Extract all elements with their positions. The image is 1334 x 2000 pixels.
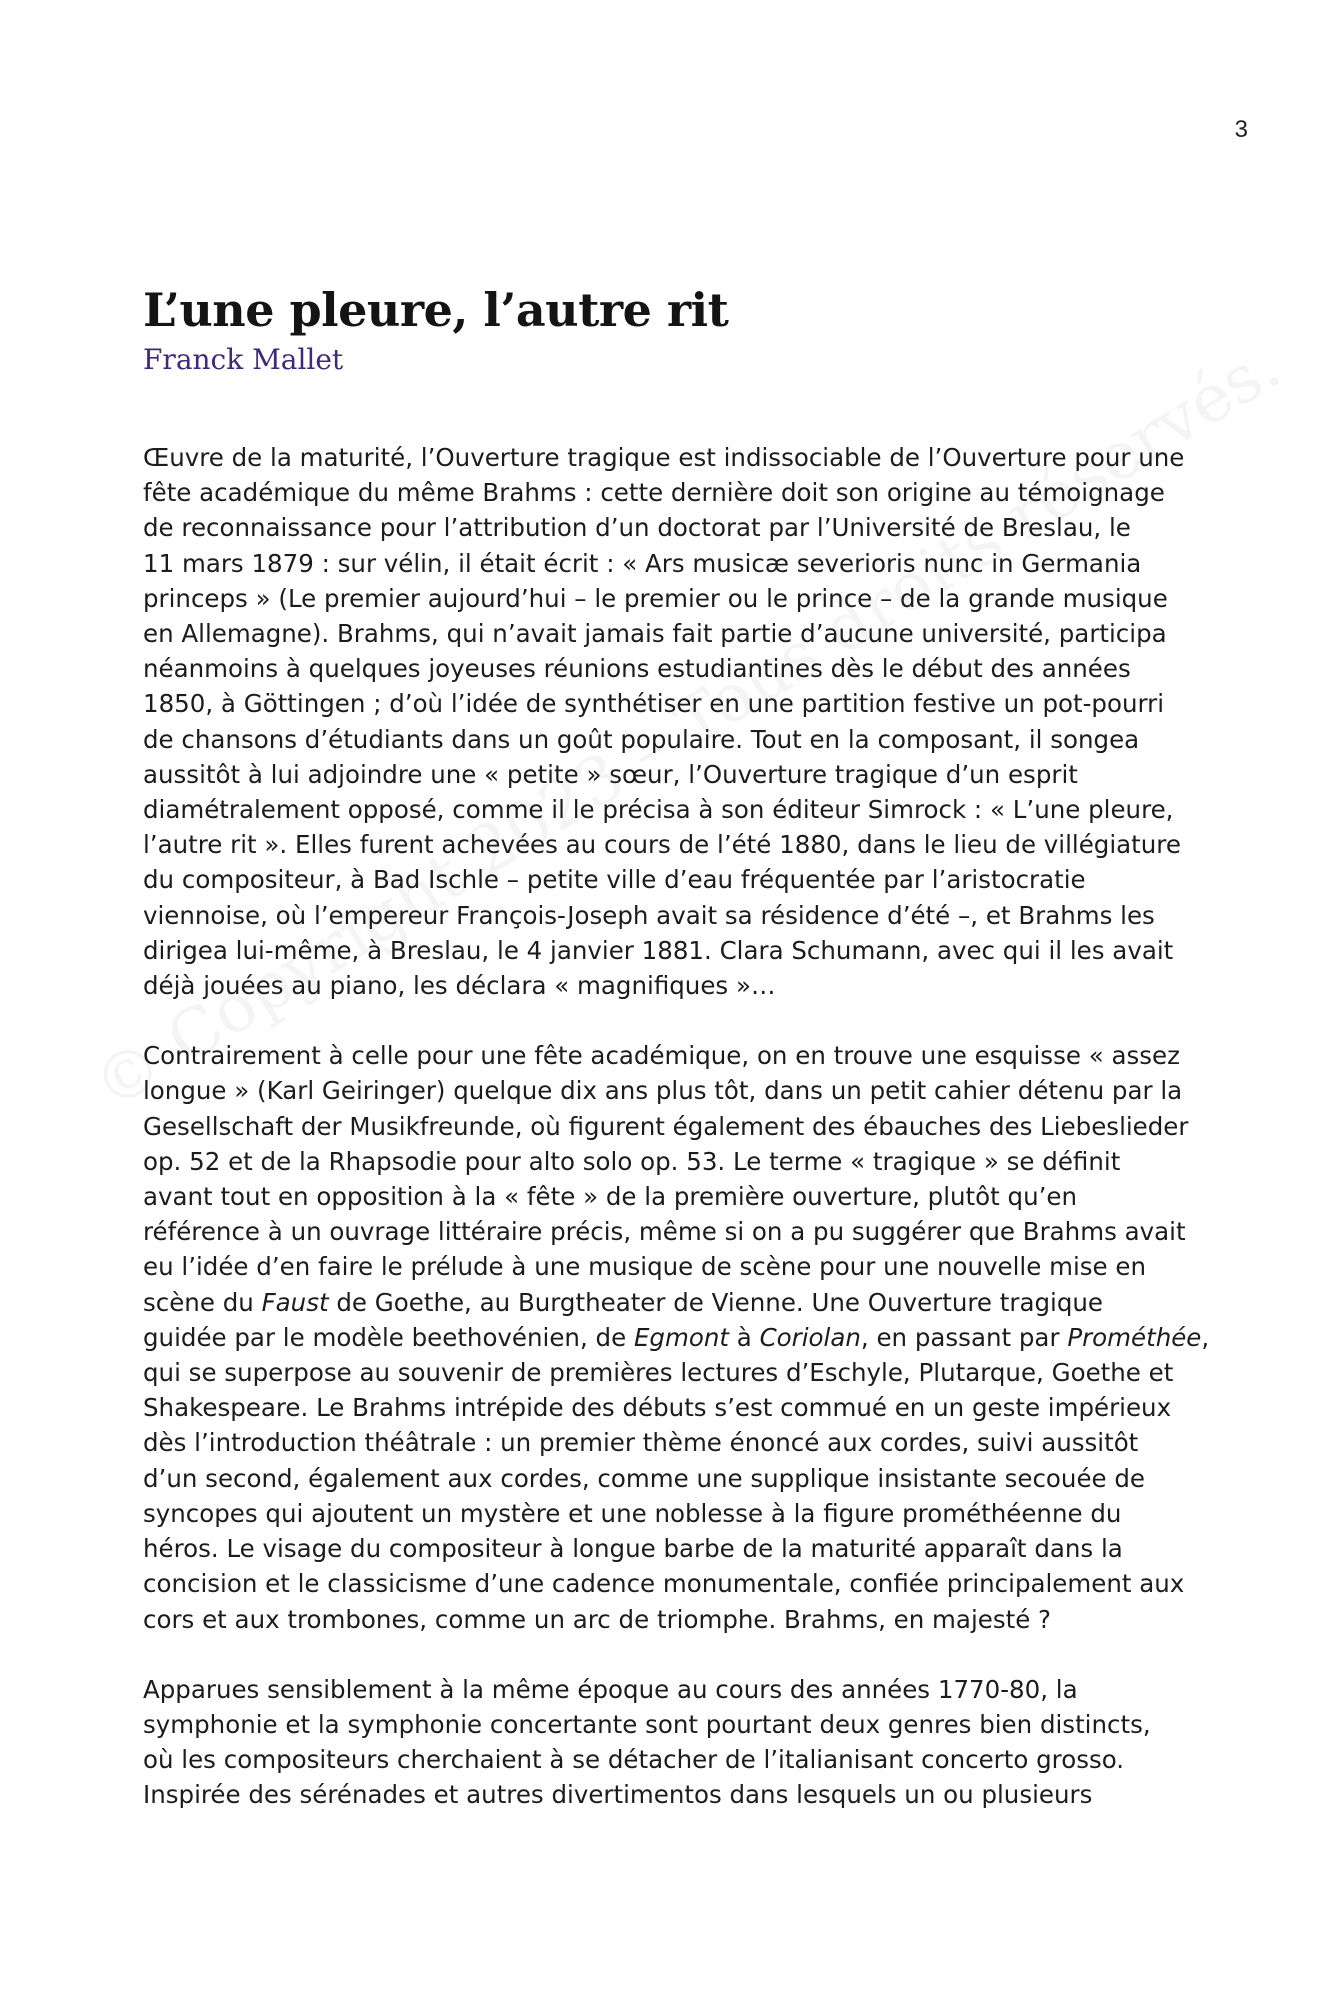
text-run: Gesellschaft der Musikfreunde, où figurent également des ébauches des Liebeslieder bbox=[143, 1111, 1189, 1141]
paragraph-line bbox=[143, 722, 1213, 757]
paragraph-line bbox=[143, 1214, 1213, 1249]
paragraph-line bbox=[143, 475, 1213, 510]
text-run: fête académique du même Brahms : cette dernière doit son origine au témoignage bbox=[143, 478, 1165, 508]
text-run: à bbox=[728, 1322, 760, 1352]
paragraph-line bbox=[143, 1742, 1213, 1777]
paragraph-line bbox=[143, 1672, 1213, 1707]
text-run: de chansons d’étudiants dans un goût populaire. Tout en la composant, il songea bbox=[143, 724, 1140, 754]
paragraph-line bbox=[143, 1355, 1213, 1390]
text-run: op. 52 et de la Rhapsodie pour alto solo op. 53. Le terme « tragique » se définit bbox=[143, 1146, 1121, 1176]
text-run: d’un second, également aux cordes, comme une supplique insistante secouée de bbox=[143, 1463, 1145, 1493]
paragraph-line bbox=[143, 1496, 1213, 1531]
paragraph-line bbox=[143, 862, 1213, 897]
paragraph-line bbox=[143, 1531, 1213, 1566]
paragraph-line bbox=[143, 898, 1213, 933]
paragraph-line bbox=[143, 792, 1213, 827]
article-author: Franck Mallet bbox=[143, 343, 344, 376]
paragraph-line bbox=[143, 651, 1213, 686]
paragraph-line bbox=[143, 440, 1213, 475]
article-paragraph bbox=[143, 1038, 1213, 1636]
text-run: référence à un ouvrage littéraire précis, même si on a pu suggérer que Brahms avait bbox=[143, 1217, 1186, 1247]
paragraph-line bbox=[143, 1249, 1213, 1284]
text-run: Inspirée des sérénades et autres divertimentos dans lesquels un ou plusieurs bbox=[143, 1780, 1093, 1810]
text-run: héros. Le visage du compositeur à longue barbe de la maturité apparaît dans la bbox=[143, 1534, 1123, 1564]
article-body bbox=[143, 440, 1213, 1848]
text-run: 11 mars 1879 : sur vélin, il était écrit : « Ars musicæ severioris nunc in Germania bbox=[143, 548, 1142, 578]
text-run: dès l’introduction théâtrale : un premier thème énoncé aux cordes, suivi aussitôt bbox=[143, 1428, 1139, 1458]
paragraph-line bbox=[143, 1320, 1213, 1355]
text-run: qui se superpose au souvenir de premières lectures d’Eschyle, Plutarque, Goethe et bbox=[143, 1358, 1174, 1388]
paragraph-line bbox=[143, 1179, 1213, 1214]
paragraph-line bbox=[143, 1038, 1213, 1073]
text-run: aussitôt à lui adjoindre une « petite » sœur, l’Ouverture tragique d’un esprit bbox=[143, 759, 1078, 789]
text-run: Apparues sensiblement à la même époque au cours des années 1770-80, la bbox=[143, 1674, 1078, 1704]
text-run: en Allemagne). Brahms, qui n’avait jamais fait partie d’aucune université, participa bbox=[143, 619, 1167, 649]
text-run: du compositeur, à Bad Ischle – petite ville d’eau fréquentée par l’aristocratie bbox=[143, 865, 1086, 895]
text-run: dirigea lui-même, à Breslau, le 4 janvier 1881. Clara Schumann, avec qui il les avait bbox=[143, 935, 1174, 965]
text-run: , bbox=[1201, 1322, 1210, 1352]
paragraph-line bbox=[143, 1390, 1213, 1425]
paragraph-line bbox=[143, 616, 1213, 651]
text-run: concision et le classicisme d’une cadence monumentale, confiée principalement aux bbox=[143, 1569, 1185, 1599]
text-run: princeps » (Le premier aujourd’hui – le premier ou le prince – de la grande musique bbox=[143, 583, 1168, 613]
text-run: diamétralement opposé, comme il le précisa à son éditeur Simrock : « L’une pleure, bbox=[143, 795, 1174, 825]
text-run: de Goethe, au Burgtheater de Vienne. Une Ouverture tragique bbox=[328, 1287, 1103, 1317]
text-run: scène du bbox=[143, 1287, 262, 1317]
text-run: avant tout en opposition à la « fête » de la première ouverture, plutôt qu’en bbox=[143, 1182, 1078, 1212]
article-paragraph bbox=[143, 1672, 1213, 1813]
italic-title: Coriolan bbox=[759, 1322, 861, 1352]
text-run: Contrairement à celle pour une fête académique, on en trouve une esquisse « assez bbox=[143, 1041, 1180, 1071]
text-run: viennoise, où l’empereur François-Joseph avait sa résidence d’été –, et Brahms les bbox=[143, 900, 1155, 930]
paragraph-line bbox=[143, 1073, 1213, 1108]
paragraph-line bbox=[143, 1461, 1213, 1496]
text-run: néanmoins à quelques joyeuses réunions estudiantines dès le début des années bbox=[143, 654, 1131, 684]
text-run: longue » (Karl Geiringer) quelque dix ans plus tôt, dans un petit cahier détenu par la bbox=[143, 1076, 1183, 1106]
text-run: l’autre rit ». Elles furent achevées au cours de l’été 1880, dans le lieu de villégiature bbox=[143, 830, 1181, 860]
italic-title: Prométhée bbox=[1067, 1322, 1202, 1352]
article-paragraph bbox=[143, 440, 1213, 1003]
paragraph-line bbox=[143, 933, 1213, 968]
paragraph-line bbox=[143, 1144, 1213, 1179]
paragraph-line bbox=[143, 1777, 1213, 1812]
paragraph-line bbox=[143, 581, 1213, 616]
article-header bbox=[143, 282, 1203, 378]
paragraph-line bbox=[143, 1707, 1213, 1742]
paragraph-line bbox=[143, 757, 1213, 792]
italic-title: Faust bbox=[261, 1287, 329, 1317]
text-run: déjà jouées au piano, les déclara « magnifiques »… bbox=[143, 971, 776, 1001]
paragraph-line bbox=[143, 968, 1213, 1003]
paragraph-line bbox=[143, 1425, 1213, 1460]
page-number: 3 bbox=[1234, 116, 1248, 143]
text-run: 1850, à Göttingen ; d’où l’idée de synthétiser en une partition festive un pot-pourri bbox=[143, 689, 1165, 719]
paragraph-line bbox=[143, 510, 1213, 545]
paragraph-line bbox=[143, 1602, 1213, 1637]
paragraph-line bbox=[143, 546, 1213, 581]
paragraph-line bbox=[143, 1285, 1213, 1320]
article-title: L’une pleure, l’autre rit bbox=[143, 283, 729, 337]
paragraph-line bbox=[143, 686, 1213, 721]
text-run: où les compositeurs cherchaient à se détacher de l’italianisant concerto grosso. bbox=[143, 1745, 1125, 1775]
paragraph-line bbox=[143, 1566, 1213, 1601]
text-run: , en passant par bbox=[860, 1322, 1068, 1352]
paragraph-line bbox=[143, 1109, 1213, 1144]
text-run: de reconnaissance pour l’attribution d’un doctorat par l’Université de Breslau, le bbox=[143, 513, 1131, 543]
italic-title: Egmont bbox=[633, 1322, 729, 1352]
text-run: cors et aux trombones, comme un arc de triomphe. Brahms, en majesté ? bbox=[143, 1604, 1052, 1634]
text-run: guidée par le modèle beethovénien, de bbox=[143, 1322, 634, 1352]
text-run: eu l’idée d’en faire le prélude à une musique de scène pour une nouvelle mise en bbox=[143, 1252, 1146, 1282]
paragraph-line bbox=[143, 827, 1213, 862]
text-run: syncopes qui ajoutent un mystère et une noblesse à la figure prométhéenne du bbox=[143, 1498, 1122, 1528]
text-run: Œuvre de la maturité, l’Ouverture tragique est indissociable de l’Ouverture pour une bbox=[143, 443, 1185, 472]
text-run: symphonie et la symphonie concertante sont pourtant deux genres bien distincts, bbox=[143, 1709, 1151, 1739]
text-run: Shakespeare. Le Brahms intrépide des débuts s’est commué en un geste impérieux bbox=[143, 1393, 1172, 1423]
